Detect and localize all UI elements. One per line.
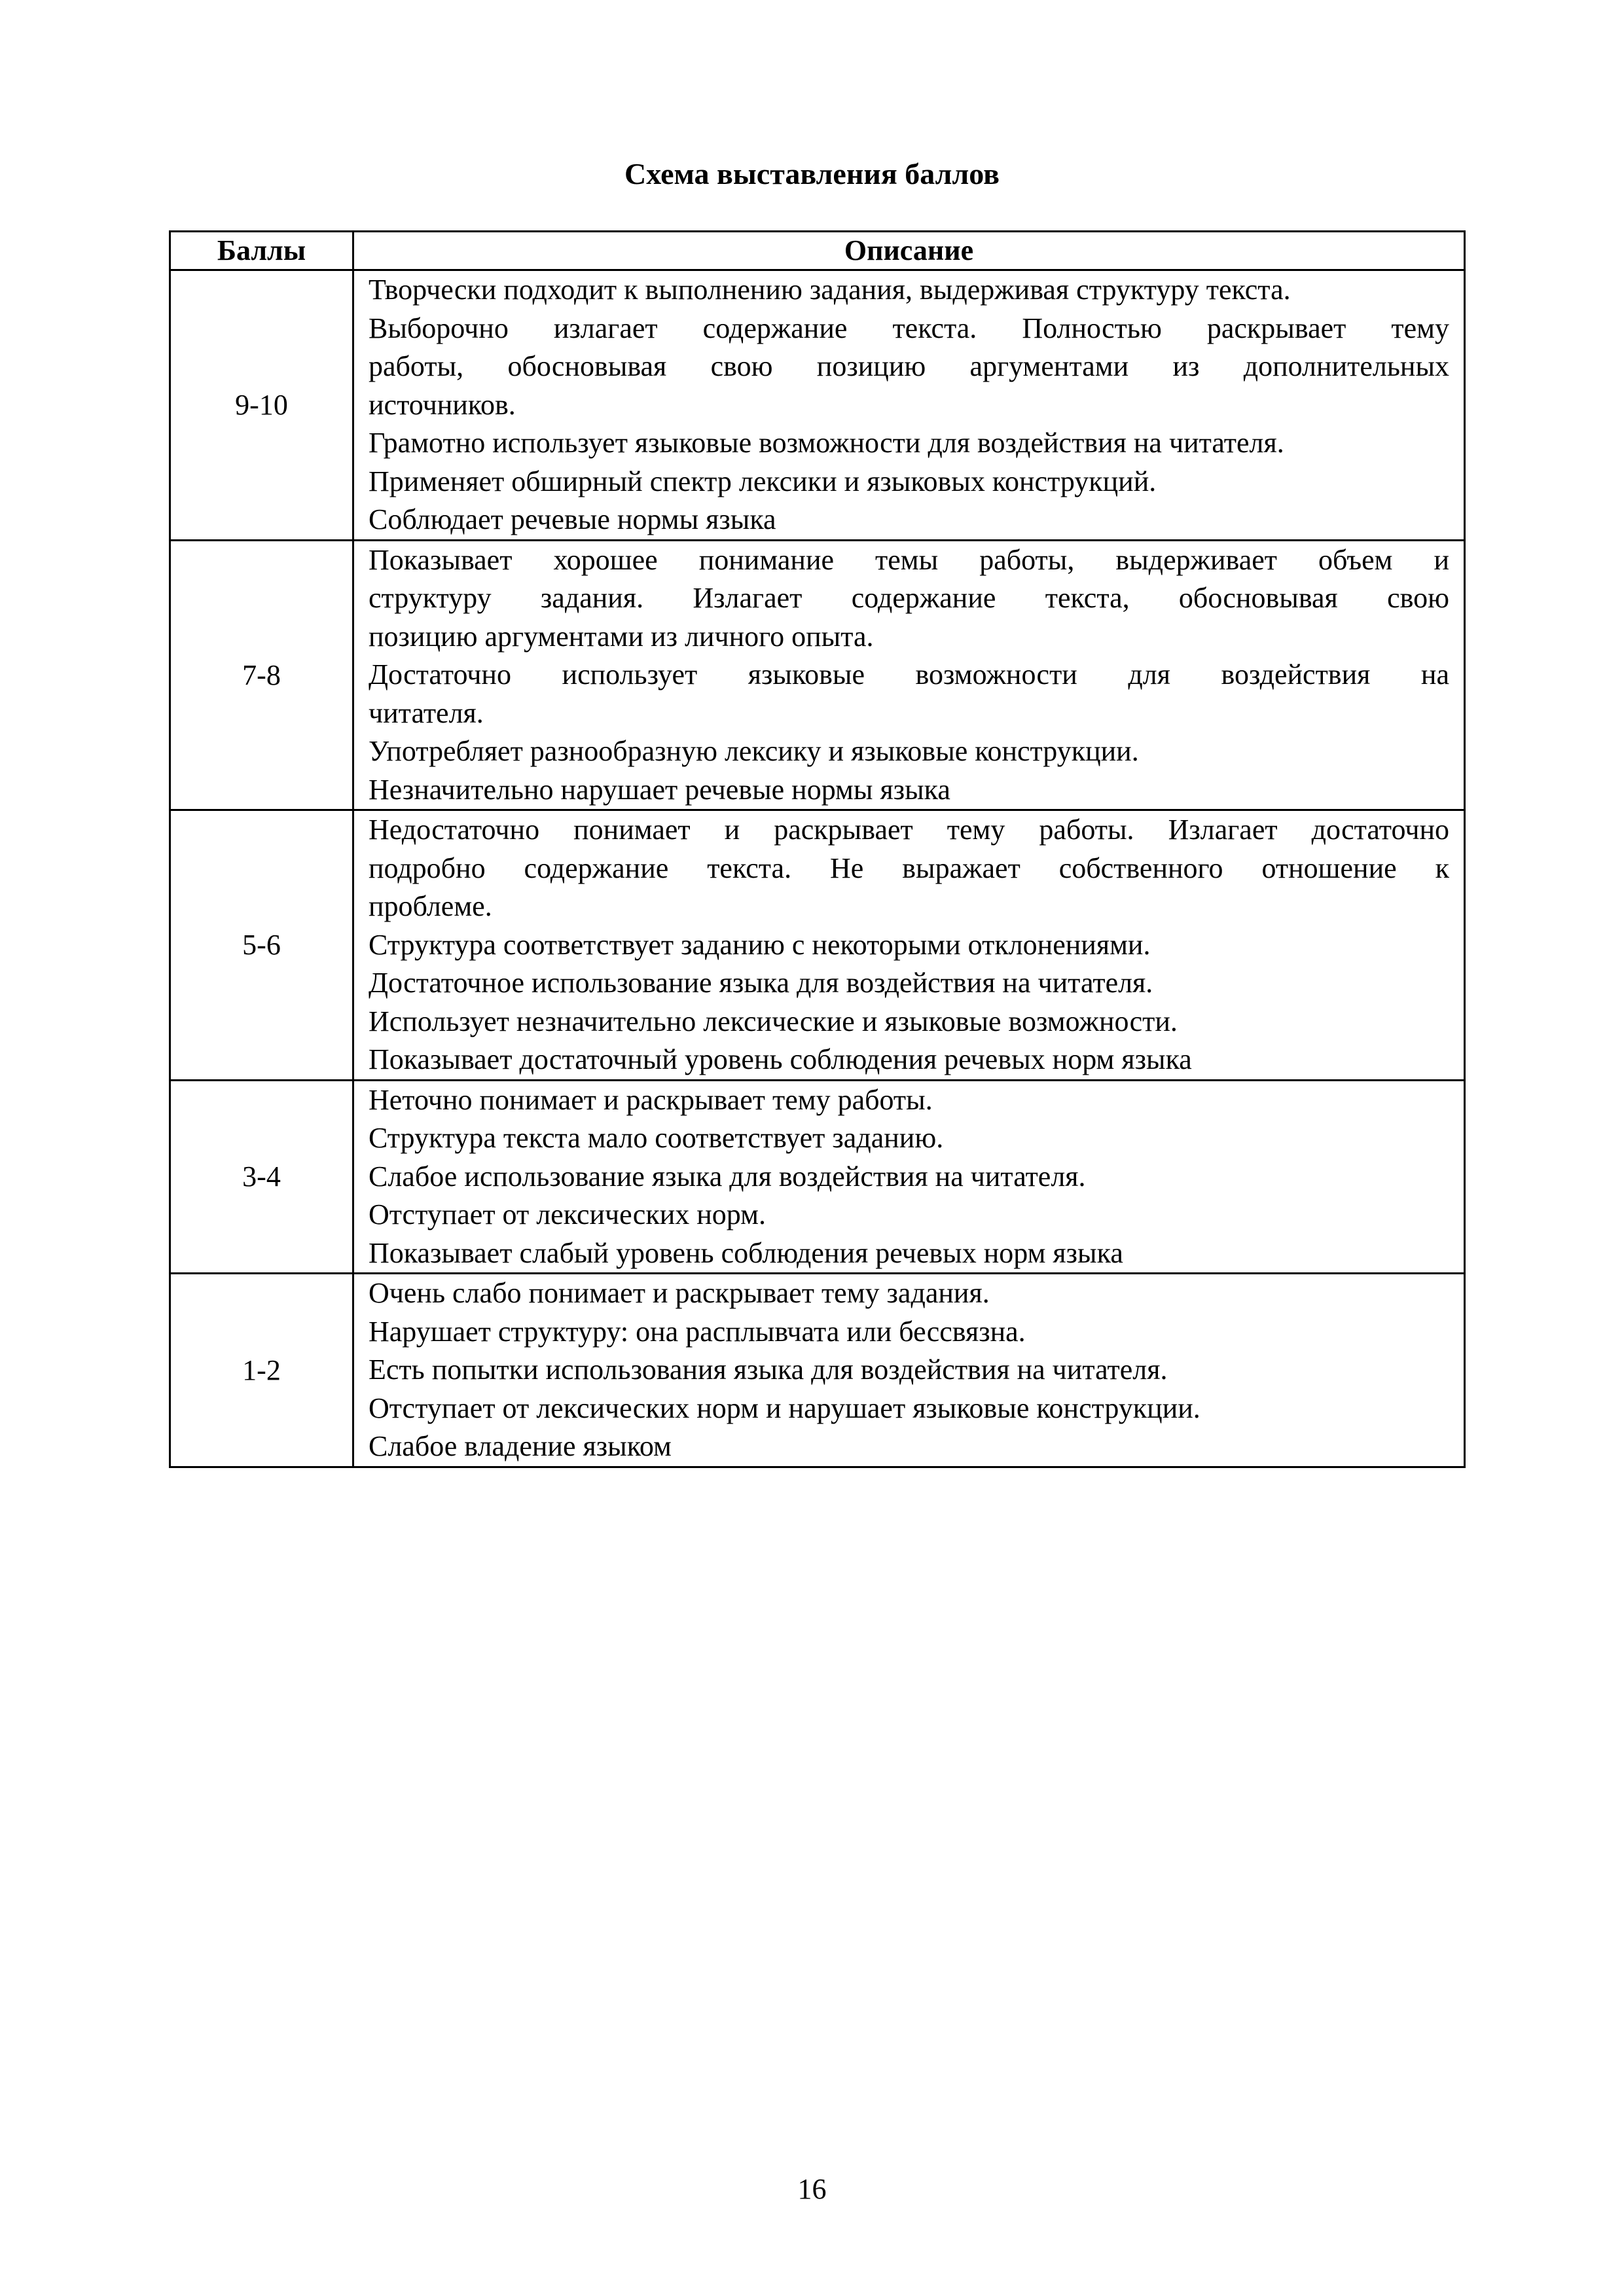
description-cell bbox=[353, 270, 1465, 541]
table-row bbox=[170, 540, 1465, 810]
description-line: проблеме. bbox=[369, 890, 492, 922]
table-row bbox=[170, 1274, 1465, 1467]
description-line: Отступает от лексических норм. bbox=[369, 1198, 766, 1230]
description-line: Достаточно использует языковые возможности для воздействия на bbox=[369, 658, 1449, 691]
description-line: работы, обосновывая свою позицию аргументами из дополнительных bbox=[369, 350, 1449, 382]
header-score: Баллы bbox=[170, 232, 353, 270]
table-row bbox=[170, 810, 1465, 1081]
description-line: Очень слабо понимает и раскрывает тему задания. bbox=[369, 1277, 990, 1309]
description-line: Показывает слабый уровень соблюдения речевых норм языка bbox=[369, 1236, 1123, 1269]
description-line: Применяет обширный спектр лексики и языковых конструкций. bbox=[369, 465, 1157, 497]
scoring-table bbox=[169, 230, 1466, 1468]
description-cell bbox=[353, 1080, 1465, 1274]
description-line: Есть попытки использования языка для воздействия на читателя. bbox=[369, 1354, 1168, 1386]
description-line: Достаточное использование языка для воздействия на читателя. bbox=[369, 967, 1153, 999]
description-cell bbox=[353, 1274, 1465, 1467]
description-line: Показывает хорошее понимание темы работы, выдерживает объем и bbox=[369, 543, 1449, 576]
page-title: Схема выставления баллов bbox=[624, 157, 1000, 190]
description-line: подробно содержание текста. Не выражает собственного отношение к bbox=[369, 852, 1449, 884]
description-line: Творчески подходит к выполнению задания, выдерживая структуру текста. bbox=[369, 274, 1291, 306]
table-body bbox=[170, 270, 1465, 1467]
description-line: Недостаточно понимает и раскрывает тему работы. Излагает достаточно bbox=[369, 814, 1449, 846]
table-header-row bbox=[170, 232, 1465, 270]
description-line: Структура текста мало соответствует заданию. bbox=[369, 1122, 944, 1154]
description-line: Слабое владение языком bbox=[369, 1430, 672, 1462]
description-line: Показывает достаточный уровень соблюдения речевых норм языка bbox=[369, 1043, 1192, 1075]
score-cell: 1-2 bbox=[170, 1274, 353, 1467]
description-line: Выборочно излагает содержание текста. Полностью раскрывает тему bbox=[369, 312, 1449, 344]
description-line: Грамотно использует языковые возможности для воздействия на читателя. bbox=[369, 427, 1284, 459]
page-number: 16 bbox=[797, 2173, 827, 2205]
header-description: Описание bbox=[353, 232, 1465, 270]
description-line: Слабое использование языка для воздействия на читателя. bbox=[369, 1160, 1086, 1193]
description-line: Использует незначительно лексические и языковые возможности. bbox=[369, 1005, 1178, 1037]
description-line: Незначительно нарушает речевые нормы языка bbox=[369, 773, 950, 806]
score-cell: 5-6 bbox=[170, 810, 353, 1081]
description-cell bbox=[353, 540, 1465, 810]
description-line: Употребляет разнообразную лексику и языковые конструкции. bbox=[369, 735, 1139, 767]
description-line: позицию аргументами из личного опыта. bbox=[369, 620, 874, 653]
description-line: Отступает от лексических норм и нарушает языковые конструкции. bbox=[369, 1391, 1200, 1424]
description-line: Неточно понимает и раскрывает тему работы. bbox=[369, 1083, 933, 1116]
score-cell: 3-4 bbox=[170, 1080, 353, 1274]
score-cell: 7-8 bbox=[170, 540, 353, 810]
description-cell bbox=[353, 810, 1465, 1081]
description-line: Нарушает структуру: она расплывчата или бессвязна. bbox=[369, 1315, 1026, 1348]
table-row bbox=[170, 270, 1465, 541]
table-row bbox=[170, 1080, 1465, 1274]
description-line: структуру задания. Излагает содержание текста, обосновывая свою bbox=[369, 582, 1449, 614]
description-line: читателя. bbox=[369, 696, 484, 729]
score-cell: 9-10 bbox=[170, 270, 353, 541]
description-line: Структура соответствует заданию с некоторыми отклонениями. bbox=[369, 928, 1151, 961]
description-line: источников. bbox=[369, 388, 516, 421]
description-line: Соблюдает речевые нормы языка bbox=[369, 503, 776, 535]
